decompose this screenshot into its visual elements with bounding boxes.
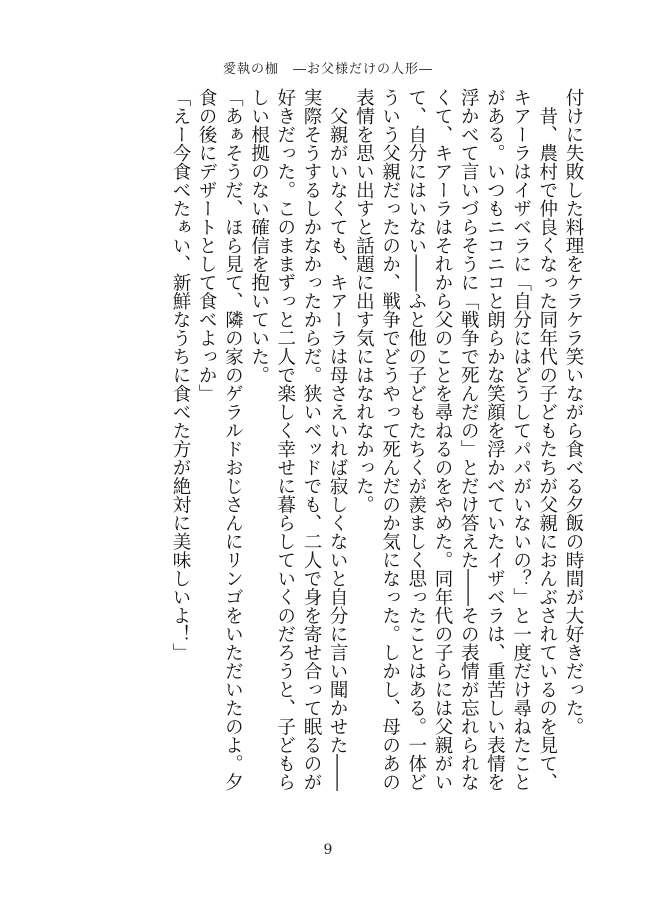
- paragraph: 昔、農村で仲良くなった同年代の子どもたちが父親におんぶされているのを見て、キアーラはイザベラに「自分にはどうしてパパがいないの？」と一度だけ尋ねたことがある。いつもニコニコと朗らかな笑顔を浮かべていたイザベラは、重苦しい表情を浮かべて言いづらそうに「戦争で死んだの」とだけ答えた――その表情が忘れられなくて、キアーラはそれから父のことを尋ねるのをやめた。同年代の子らには父親がいて、自分にはいない――ふと他の子どもたちくが羨ましく思ったことはある。一体どういう父親だったのか、戦争でどうやって死んだのか気になった。しかし、母のあの表情を思い出すと話題に出す気にはなれなかった。: [353, 88, 558, 791]
- vertical-body-text: [76, 88, 586, 808]
- paragraph: 父親がいなくても、キアーラは母さえいれば寂しくないと自分に言い聞かせた――実際そうするしかなかったからだ。狭いベッドでも、二人で身を寄せ合って眠るのが好きだった。このままずっと二人で楽しく幸せに暮らしていくのだろうと、子どもらしい根拠のない確信を抱いていた。: [248, 88, 349, 791]
- paragraph: 付けに失敗した料理をケラケラ笑いながら食べる夕飯の時間が大好きだった。: [563, 88, 584, 736]
- running-header: 愛執の枷 ―お父様だけの人形―: [222, 62, 433, 77]
- dialogue-line: 「えー今食べたぁい、新鮮なうちに食べた方が絶対に美味しいよ！」: [169, 88, 191, 662]
- page-number: 9: [323, 842, 333, 858]
- dialogue-line: 「あぁそうだ、ほら見て、隣の家のゲラルドおじさんにリンゴをいただいたのよ。夕食の後にデザートとして食べよっか」: [196, 88, 244, 791]
